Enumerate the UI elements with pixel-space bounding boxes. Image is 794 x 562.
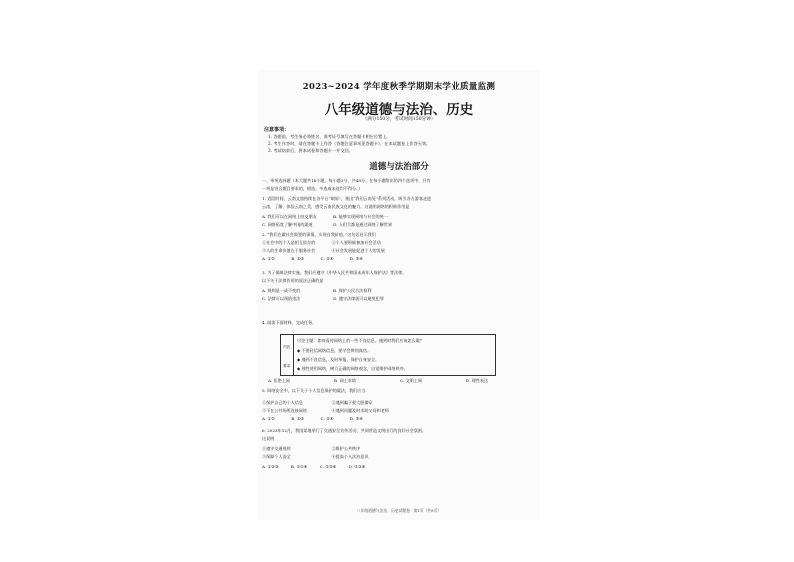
exam-sheet bbox=[258, 70, 540, 520]
question-line: ③不在公共场所连接网络 ④遇到问题及时求助父母和老师 bbox=[262, 408, 389, 413]
page-footer: 八年级道德与法治、历史试题卷 · 第1页（共8页） bbox=[356, 508, 442, 513]
notes-title: 注意事项： bbox=[264, 127, 290, 133]
question-line: ①保护自己的个人信息 ②遇到骗子要大胆揭穿 bbox=[262, 400, 373, 405]
q4-option: D. 理性表达 bbox=[466, 378, 489, 383]
note-item: 1. 答题前，考生务必将姓名、准考证号填写在答题卡相应位置上。 bbox=[268, 134, 391, 139]
question-line: ③保障个人安全 ④提高个人法治意识 bbox=[262, 454, 369, 459]
q4-side-label: 要求 bbox=[283, 364, 291, 368]
question-line: A. ①② B. ①③ C. ②④ D. ③④ bbox=[262, 416, 363, 421]
q4-table-side bbox=[281, 335, 294, 375]
question-line: A. ①②③ B. ①②④ C. ①③④ D. ②③④ bbox=[262, 464, 366, 469]
question-line: A. ①② B. ①③ C. ②④ D. ③④ bbox=[262, 256, 363, 261]
q4-option: B. 网上求助 bbox=[334, 378, 356, 383]
part-title: 道德与法治部分 bbox=[369, 162, 429, 172]
question-line: ③人的生命价值在于服务社会 ④社会发展能促进个人的发展 bbox=[262, 248, 385, 253]
question-line: 2. “我们在做社会需要的事情，实现自我价值。”这句话启示我们 bbox=[262, 232, 376, 237]
question-line: 1. 近段时间，云南文旅持续在各平台“刷屏”，推出“我们云南见”系列活动，吸引各方游客走进 bbox=[262, 196, 432, 201]
q4-table-row: ◆ 理性使用网络，树立正确的网络观念，自觉维护网络秩序。 bbox=[297, 366, 408, 371]
question-line: 3. 为了保障法律实施，我们应遵守《中华人民共和国未成年人保护法》等法律， bbox=[262, 270, 407, 275]
question-line: ①社会中的个人是相互依存的 ②个人要积极参加社会活动 bbox=[262, 240, 381, 245]
question-line: 一项是符合题目要求的，错选、多选或未选均不得分。） bbox=[262, 186, 363, 191]
subject-title: 八年级道德与法治、历史 bbox=[324, 102, 474, 118]
score-line: （满分150分，考试时间150分钟） bbox=[362, 117, 436, 122]
q4-option: A. 拒绝上网 bbox=[268, 378, 290, 383]
q4-table-row: ◆ 不要轻信网络信息，要学会辨别真伪。 bbox=[297, 348, 372, 353]
q4-table-row: ◆ 遇到不良信息，及时举报，保护自身安全。 bbox=[297, 357, 380, 362]
exam-title: 2023~2024 学年度秋季学期期末学业质量监测 bbox=[302, 82, 496, 92]
q4-side-label: 内容 bbox=[283, 345, 291, 349]
question-line: C. 法律可以预防违法 D. 遵守法律就可以避免犯罪 bbox=[262, 296, 384, 301]
question-line: C. 网络拓宽了解中国的渠道 D. 人们大都是通过网络了解世界 bbox=[262, 222, 393, 227]
q4-option: C. 文明上网 bbox=[400, 378, 422, 383]
q4-table-row: 讨论主题：如何看待网络上的一些不良信息，遇到时我们应该怎么做？ bbox=[297, 338, 424, 343]
question-line: A. 我们可以在网络上结交朋友 B. 能够实现网络与社会的统一 bbox=[262, 214, 388, 219]
q4-material-table bbox=[280, 334, 496, 376]
question-line: A. 规则是一成不变的 B. 保护公民合法权利 bbox=[262, 288, 372, 293]
question-line: 一、单项选择题（本大题共16小题，每小题3分，共48分。在每小题给出的四个选项中，只有 bbox=[262, 178, 431, 183]
question-line: 以下关于法律作用的说法正确的是 bbox=[262, 278, 324, 283]
note-item: 3. 考试结束后，将本试卷和答题卡一并交回。 bbox=[268, 148, 353, 153]
question-line: ①遵守交通规则 ②维护公共秩序 bbox=[262, 446, 361, 451]
question-line: 5. 网络安全中，以下关于个人信息保护的做法，我们应当： bbox=[262, 388, 370, 393]
question-line: 6. 2023年12月，我国某地举行了交通安全宣传活动，共同营造文明出行的良好社会氛围。 bbox=[262, 428, 427, 433]
question-line: 云南，了解、体验云南之美，感受云南民族文化的魅力。这说明网络的积极作用是 bbox=[262, 204, 410, 209]
question-line: 4. 阅读下面材料，完成任务。 bbox=[262, 320, 317, 325]
question-line: 这说明 bbox=[262, 436, 275, 441]
note-item: 2. 考生作答时，请在答题卡上作答（答题注意事项见答题卡），在本试题卷上作答无效。 bbox=[268, 141, 431, 146]
